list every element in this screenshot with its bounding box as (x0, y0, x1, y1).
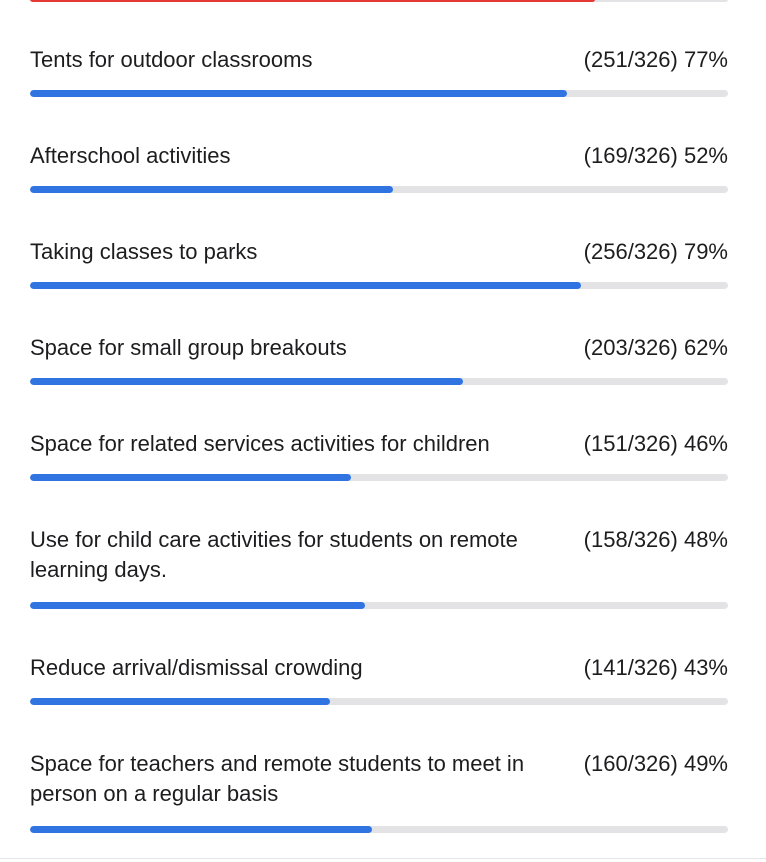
poll-option (30, 141, 728, 171)
poll-option-progress-bar (30, 474, 728, 481)
poll-option-progress-fill (30, 186, 393, 193)
poll-option-count: (141/326) 43% (583, 655, 728, 680)
poll-option-progress-bar (30, 90, 728, 97)
poll-option-count: (256/326) 79% (583, 239, 728, 264)
previous-item-progress-bar (30, 0, 728, 2)
poll-option (30, 333, 728, 363)
poll-option-progress-bar (30, 698, 728, 705)
poll-option-progress-fill (30, 602, 365, 609)
poll-option-progress-fill (30, 378, 463, 385)
poll-option-label: Afterschool activities (30, 143, 231, 168)
poll-option-progress-bar (30, 826, 728, 833)
poll-option-progress-fill (30, 474, 351, 481)
poll-option-count: (169/326) 52% (583, 143, 728, 168)
poll-option-count: (151/326) 46% (583, 431, 728, 456)
poll-option (30, 653, 728, 683)
poll-option-label: Taking classes to parks (30, 239, 258, 264)
poll-option-count: (160/326) 49% (583, 751, 728, 776)
poll-option-count: (158/326) 48% (583, 527, 728, 552)
poll-option-progress-fill (30, 90, 567, 97)
poll-option-progress-fill (30, 698, 330, 705)
poll-option-label: Space for related services activities for children (30, 431, 490, 456)
poll-option (30, 45, 728, 75)
poll-option-progress-bar (30, 186, 728, 193)
poll-option (30, 237, 728, 267)
poll-option (30, 749, 728, 809)
poll-option-label: Use for child care activities for students on remote learning days. (30, 527, 518, 582)
poll-option-label: Tents for outdoor classrooms (30, 47, 313, 72)
poll-option-label: Space for teachers and remote students to meet in person on a regular basis (30, 751, 525, 806)
poll-option (30, 429, 728, 459)
poll-option-label: Reduce arrival/dismissal crowding (30, 655, 363, 680)
bottom-divider (0, 858, 766, 859)
poll-option-progress-fill (30, 826, 372, 833)
poll-option-progress-bar (30, 282, 728, 289)
poll-option-progress-fill (30, 282, 581, 289)
poll-option-count: (251/326) 77% (583, 47, 728, 72)
poll-option-count: (203/326) 62% (583, 335, 728, 360)
poll-option-progress-bar (30, 602, 728, 609)
poll-option-label: Space for small group breakouts (30, 335, 347, 360)
poll-option-progress-bar (30, 378, 728, 385)
poll-option (30, 525, 728, 585)
previous-item-progress-fill (30, 0, 595, 2)
